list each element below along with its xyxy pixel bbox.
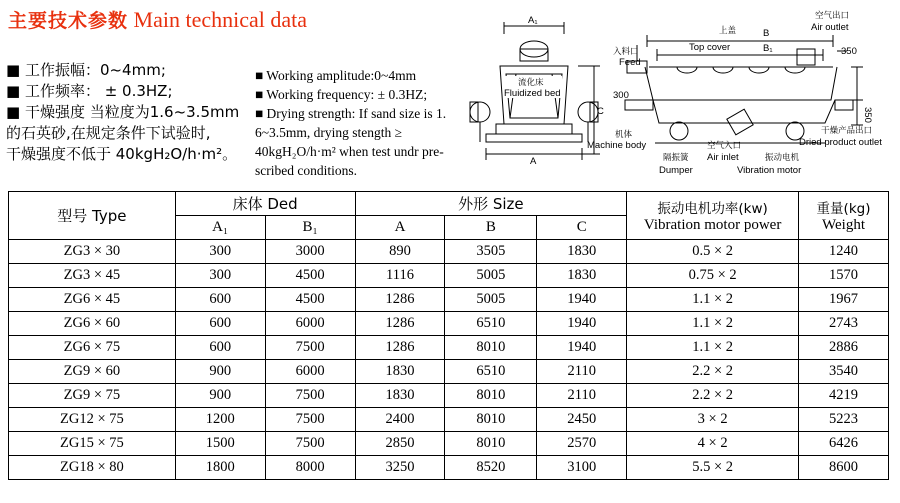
header-size: 外形 Size [355,192,627,216]
label-a1: A₁ [528,15,538,26]
header-c: C [537,216,627,240]
spec-en-line: 40kgH₂O/h·m² when test undr pre- [255,144,444,159]
cell-weight: 5223 [799,408,889,432]
cell-a1: 600 [175,336,265,360]
cell-a1: 900 [175,384,265,408]
specs-en [255,66,485,180]
cell-power: 2.2 × 2 [627,384,799,408]
cell-weight: 3540 [799,360,889,384]
table-row [9,264,889,288]
cell-weight: 1240 [799,240,889,264]
spec-en-line: 6~3.5mm, drying stength ≥ [255,125,403,140]
table-row [9,408,889,432]
cell-power: 0.5 × 2 [627,240,799,264]
table-row [9,288,889,312]
spec-en-line: ■ Working frequency: ± 0.3HZ; [255,87,428,102]
label-air-inlet-en: Air inlet [707,152,739,163]
cell-power: 5.5 × 2 [627,456,799,480]
cell-b: 6510 [445,312,537,336]
cell-b: 6510 [445,360,537,384]
page-title [8,6,307,33]
cell-b1: 7500 [265,408,355,432]
cell-a: 1286 [355,336,445,360]
cell-a1: 300 [175,264,265,288]
header-power-cn: 振动电机功率(kw) [657,201,768,217]
cell-power: 1.1 × 2 [627,312,799,336]
cell-c: 2110 [537,360,627,384]
cell-power: 4 × 2 [627,432,799,456]
cell-a1: 600 [175,312,265,336]
header-b1: B₁ [265,216,355,240]
label-machine-body-en: Machine body [587,140,647,151]
cell-type: ZG3 × 30 [9,240,176,264]
specs-cn [6,60,239,165]
header-weight-en: Weight [822,217,865,233]
cell-c: 1940 [537,312,627,336]
cell-a: 2400 [355,408,445,432]
cell-weight: 2886 [799,336,889,360]
cell-b1: 4500 [265,264,355,288]
side-view-diagram [585,5,900,183]
header-b: B [445,216,537,240]
label-350-top: 350 [841,46,857,57]
cell-c: 2110 [537,384,627,408]
cell-type: ZG3 × 45 [9,264,176,288]
cell-a: 890 [355,240,445,264]
label-350-side: 350 [862,107,873,123]
cell-b1: 6000 [265,312,355,336]
cell-power: 2.2 × 2 [627,360,799,384]
label-machine-body-cn: 机体 [615,130,633,140]
label-300: 300 [613,90,629,101]
cell-type: ZG9 × 75 [9,384,176,408]
header-a: A [355,216,445,240]
cell-b: 3505 [445,240,537,264]
table-row [9,384,889,408]
label-c: C [597,106,604,117]
spec-cn-line: 干燥强度不低于 40kgH₂O/h·m²。 [6,145,238,163]
label-b1: B₁ [763,43,773,54]
cell-b1: 6000 [265,360,355,384]
cell-a: 1830 [355,360,445,384]
cell-a: 2850 [355,432,445,456]
label-dried-en: Dried product outlet [799,137,882,148]
cell-type: ZG18 × 80 [9,456,176,480]
cell-b: 8010 [445,384,537,408]
table-row [9,336,889,360]
cell-b: 5005 [445,288,537,312]
spec-cn-line: 的石英砂,在规定条件下试验时, [6,124,211,142]
cell-b1: 4500 [265,288,355,312]
spec-table [8,191,889,480]
header-power [627,192,799,240]
cell-weight: 2743 [799,312,889,336]
cell-a1: 600 [175,288,265,312]
cell-b1: 3000 [265,240,355,264]
spec-en-line: ■ Working amplitude:0~4mm [255,68,417,83]
cell-a1: 1800 [175,456,265,480]
cell-type: ZG15 × 75 [9,432,176,456]
cell-type: ZG12 × 75 [9,408,176,432]
cell-type: ZG6 × 60 [9,312,176,336]
cell-b1: 8000 [265,456,355,480]
cell-b: 8010 [445,432,537,456]
label-top-cover-cn: 上盖 [719,26,737,36]
spec-cn-line: ■ 工作频率： ± 0.3HZ; [6,82,173,100]
spec-en-line: ■ Drying strength: If sand size is 1. [255,106,447,121]
header-weight [799,192,889,240]
header-power-en: Vibration motor power [643,217,782,233]
spec-en-line: scribed conditions. [255,163,357,178]
cell-a: 1286 [355,288,445,312]
cell-weight: 4219 [799,384,889,408]
cell-b1: 7500 [265,432,355,456]
header-bed: 床体 Ded [175,192,355,216]
cell-c: 2570 [537,432,627,456]
label-top-cover-en: Top cover [689,42,731,53]
cell-weight: 1967 [799,288,889,312]
label-b: B [763,28,770,39]
cell-a1: 1200 [175,408,265,432]
header-a1: A₁ [175,216,265,240]
cell-type: ZG6 × 75 [9,336,176,360]
cell-b: 8520 [445,456,537,480]
cell-c: 1940 [537,288,627,312]
cell-a1: 300 [175,240,265,264]
cell-a: 1830 [355,384,445,408]
label-vib-motor-cn: 振动电机 [765,153,800,163]
spec-cn-line: ■ 干燥强度 当粒度为1.6~3.5mm [6,103,240,121]
cell-a: 1286 [355,312,445,336]
cell-c: 3100 [537,456,627,480]
cell-a1: 900 [175,360,265,384]
cell-b1: 7500 [265,384,355,408]
spec-cn-line: ■ 工作振幅：0~4mm; [6,61,166,79]
cell-c: 1830 [537,264,627,288]
table-row [9,360,889,384]
cell-c: 2450 [537,408,627,432]
cell-a1: 1500 [175,432,265,456]
cell-power: 1.1 × 2 [627,336,799,360]
label-dumper-en: Dumper [659,165,693,176]
title-cn: 主要技术参数 [8,10,129,32]
table-row [9,432,889,456]
table-row [9,456,889,480]
cell-b: 8010 [445,408,537,432]
label-air-outlet-cn: 空气出口 [815,11,850,21]
cell-weight: 6426 [799,432,889,456]
title-en: Main technical data [133,7,307,32]
cell-power: 0.75 × 2 [627,264,799,288]
table-row [9,240,889,264]
label-vib-motor-en: Vibration motor [737,165,802,176]
cell-a: 1116 [355,264,445,288]
label-dried-cn: 干燥产品出口 [821,126,873,136]
label-fluidized-en: Fluidized bed [504,88,561,99]
cell-a: 3250 [355,456,445,480]
label-feed-en: Feed [619,57,641,68]
label-feed-cn: 入料口 [613,47,639,57]
label-air-outlet-en: Air outlet [811,22,849,33]
label-dumper-cn: 隔振簧 [663,153,689,163]
label-fluidized-cn: 流化床 [518,78,544,88]
cell-b1: 7500 [265,336,355,360]
cell-power: 1.1 × 2 [627,288,799,312]
header-weight-cn: 重量(kg) [816,201,871,217]
cell-weight: 8600 [799,456,889,480]
cell-c: 1830 [537,240,627,264]
cell-type: ZG6 × 45 [9,288,176,312]
cell-power: 3 × 2 [627,408,799,432]
table-row [9,312,889,336]
header-type: 型号 Type [9,192,176,240]
cell-b: 5005 [445,264,537,288]
cell-weight: 1570 [799,264,889,288]
cell-c: 1940 [537,336,627,360]
cell-b: 8010 [445,336,537,360]
cell-type: ZG9 × 60 [9,360,176,384]
label-air-inlet-cn: 空气入口 [707,141,742,151]
label-a: A [530,156,537,167]
